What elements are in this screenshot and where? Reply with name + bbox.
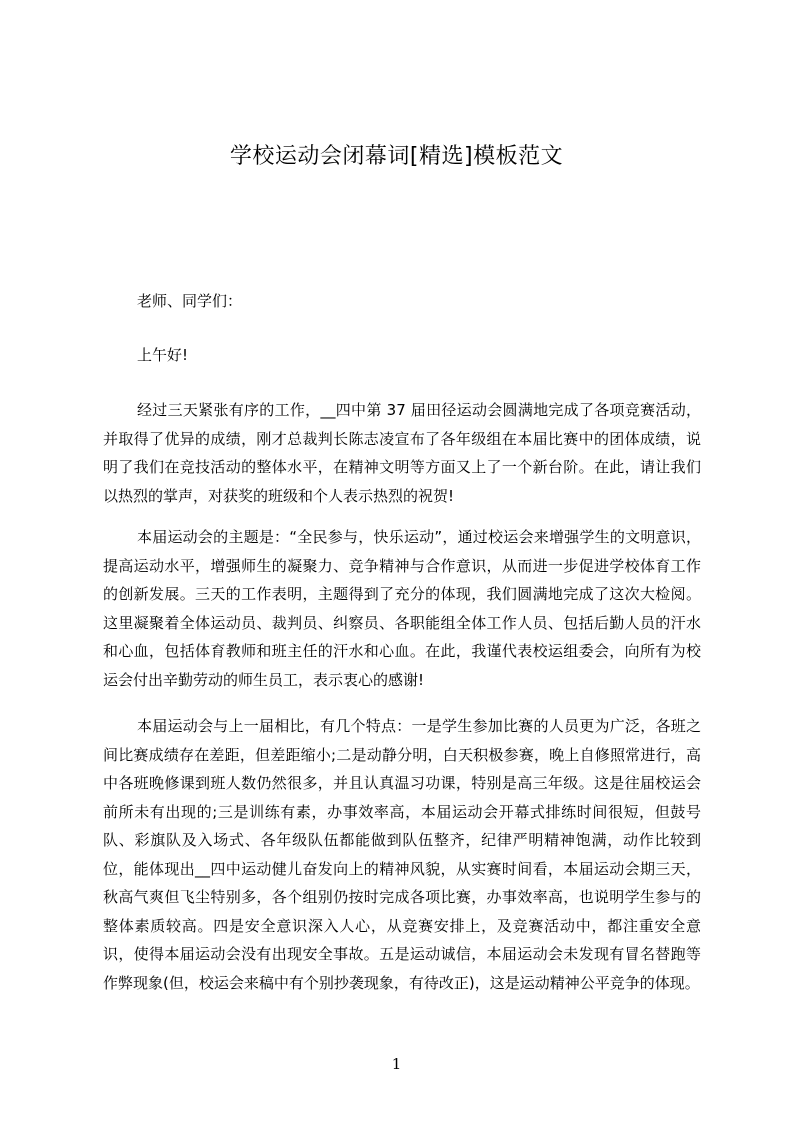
paragraph-1: 经过三天紧张有序的工作，__四中第 37 届田径运动会圆满地完成了各项竞赛活动，并取得了优异的成绩，刚才总裁判长陈志凌宣布了各年级组在本届比赛中的团体成绩，说明了我们在竞技活动的整体水平，在精神文明等方面又上了一个新台阶。在此，请让我们以热烈的掌声，对获奖的班级和个人表示热烈的祝贺! [103,401,701,505]
page-number: 1 [391,1055,402,1073]
salutation: 老师、同学们： [137,292,243,310]
paragraph-2: 本届运动会的主题是：“全民参与，快乐运动”，通过校运会来增强学生的文明意识，提高运动水平，增强师生的凝聚力、竞争精神与合作意识，从而进一步促进学校体育工作的创新发展。三天的工作表明，主题得到了充分的体现，我们圆满地完成了这次大检阅。这里凝聚着全体运动员、裁判员、纠察员、各职能组全体工作人员、包括后勤人员的汗水和心血，包括体育教师和班主任的汗水和心血。在此，我谨代表校运组委会，向所有为校运会付出辛勤劳动的师生员工，表示衷心的感谢! [103,528,701,689]
document-title: 学校运动会闭幕词[精选]模板范文 [229,144,564,169]
paragraph-3: 本届运动会与上一届相比，有几个特点：一是学生参加比赛的人员更为广泛，各班之间比赛成绩存在差距，但差距缩小;二是动静分明，白天积极参赛，晚上自修照常进行，高中各班晚修课到班人数仍然很多，并且认真温习功课，特别是高三年级。这是往届校运会前所未有出现的;三是训练有素，办事效率高，本届运动会开幕式排练时间很短，但鼓号队、彩旗队及入场式、各年级队伍都能做到队伍整齐，纪律严明精神饱满，动作比较到位，能体现出__四中运动健儿奋发向上的精神风貌，从实赛时间看，本届运动会期三天，秋高气爽但飞尘特别多，各个组别仍按时完成各项比赛，办事效率高，也说明学生参与的整体素质较高。四是安全意识深入人心，从竞赛安排上，及竞赛活动中，都注重安全意识，使得本届运动会没有出现安全事故。五是运动诚信，本届运动会未发现有冒名替跑等作弊现象(但，校运会来稿中有个别抄袭现象，有待改正)，这是运动精神公平竞争的体现。 [103,717,701,992]
greeting: 上午好! [137,346,189,364]
